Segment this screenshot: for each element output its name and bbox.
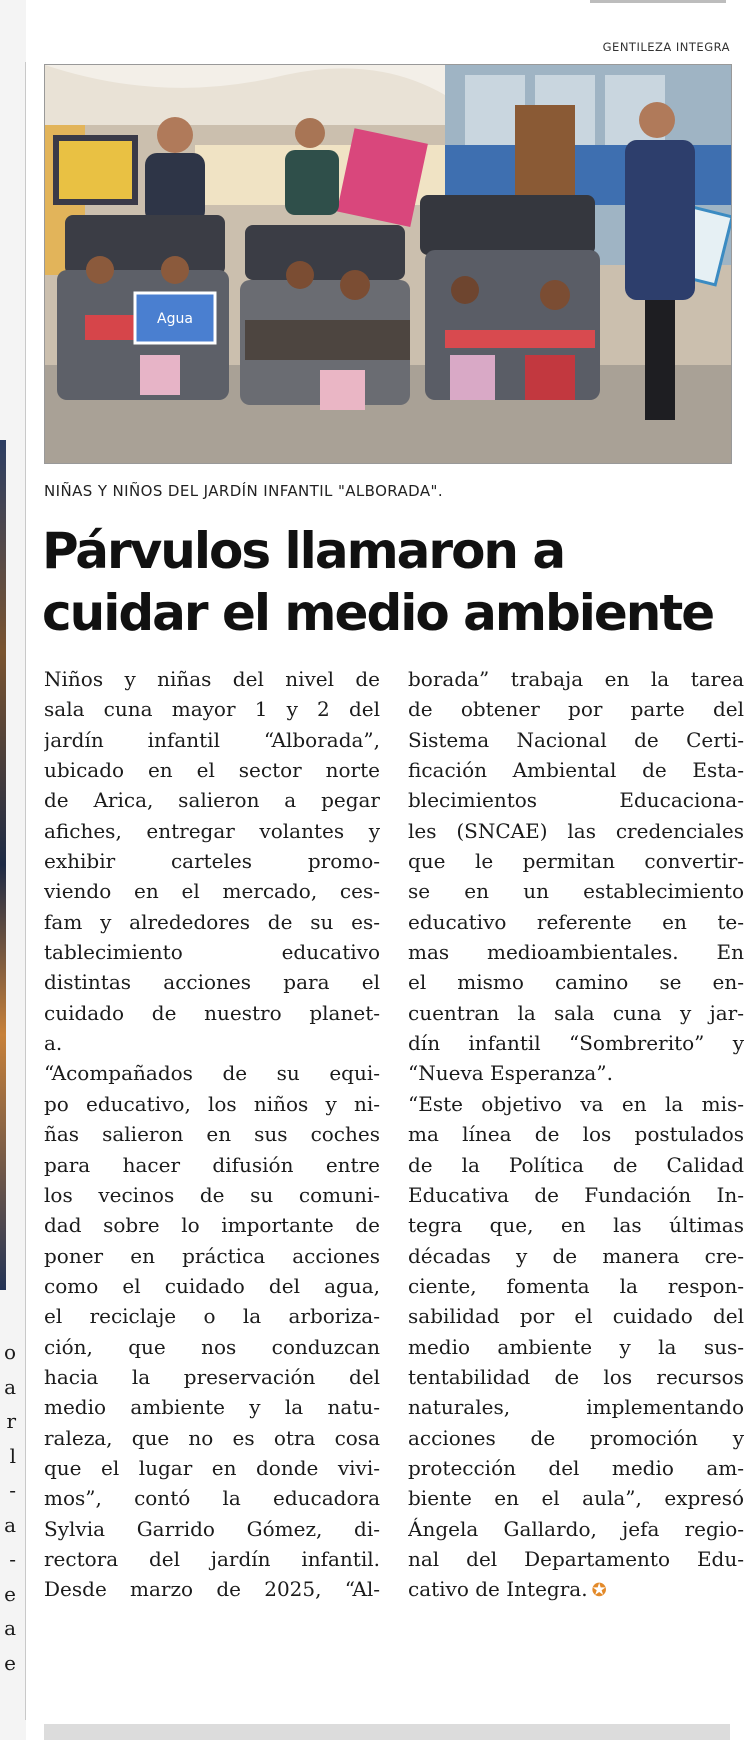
body-text-line: tentabilidad de los recursos bbox=[408, 1364, 744, 1389]
body-column-left bbox=[44, 664, 380, 1605]
body-text-line: ñas salieron en sus coches bbox=[44, 1122, 380, 1147]
body-text-line: décadas y de manera cre- bbox=[408, 1243, 744, 1268]
headline-line: cuidar el medio ambiente bbox=[42, 584, 714, 642]
body-text-line: que el lugar en donde vivi- bbox=[44, 1455, 380, 1480]
body-text-line: les (SNCAE) las credenciales bbox=[408, 818, 744, 843]
body-text-line: “Este objetivo va en la mis- bbox=[408, 1091, 744, 1116]
adjacent-photo-edge bbox=[0, 440, 6, 1290]
body-text-line: el reciclaje o la arboriza- bbox=[44, 1304, 380, 1329]
body-text-line: medio ambiente y la natu- bbox=[44, 1395, 380, 1420]
body-text-line: mos”, contó la educadora bbox=[44, 1486, 380, 1511]
body-text-line: tegra que, en las últimas bbox=[408, 1213, 744, 1238]
body-text-line: mas medioambientales. En bbox=[408, 940, 744, 965]
top-rule bbox=[590, 0, 726, 3]
body-text-line: acciones de promoción y bbox=[408, 1425, 744, 1450]
body-text-line: sala cuna mayor 1 y 2 del bbox=[44, 697, 380, 722]
body-text-line: sabilidad por el cuidado del bbox=[408, 1304, 744, 1329]
body-text-line: dad sobre lo importante de bbox=[44, 1213, 380, 1238]
edge-letter: e bbox=[4, 1650, 16, 1675]
photo-illustration bbox=[45, 65, 731, 463]
body-text-line: fam y alrededores de su es- bbox=[44, 909, 380, 934]
body-text-line: poner en práctica acciones bbox=[44, 1243, 380, 1268]
body-text-line: naturales, implementando bbox=[408, 1395, 744, 1420]
body-text-line: como el cuidado del agua, bbox=[44, 1273, 380, 1298]
body-text-line: “Acompañados de su equi- bbox=[44, 1061, 380, 1086]
body-text-line: “Nueva Esperanza”. bbox=[408, 1061, 613, 1086]
body-text-line: rectora del jardín infantil. bbox=[44, 1546, 380, 1571]
adjacent-text-edge bbox=[0, 1335, 16, 1680]
body-text-line: Desde marzo de 2025, “Al- bbox=[44, 1577, 380, 1602]
body-text-line: hacia la preservación del bbox=[44, 1364, 380, 1389]
body-text-line: Niños y niñas del nivel de bbox=[44, 667, 380, 691]
body-text-line: que le permitan convertir- bbox=[408, 849, 744, 874]
body-text-line: de Arica, salieron a pegar bbox=[44, 788, 380, 813]
body-text-line: el mismo camino se en- bbox=[408, 970, 744, 995]
body-text-line: distintas acciones para el bbox=[44, 970, 380, 995]
headline bbox=[42, 520, 742, 644]
headline-line: Párvulos llamaron a bbox=[42, 522, 565, 580]
body-text-line: biente en el aula”, expresó bbox=[408, 1486, 744, 1511]
photo-credit: GENTILEZA INTEGRA bbox=[602, 40, 730, 54]
body-text-line: los vecinos de su comuni- bbox=[44, 1182, 380, 1207]
body-text-line: ma línea de los postulados bbox=[408, 1122, 744, 1147]
body-text-line: cuidado de nuestro planet- bbox=[44, 1000, 380, 1025]
body-text-line: ción, que nos conduzcan bbox=[44, 1334, 380, 1359]
body-text-line: cuentran la sala cuna y jar- bbox=[408, 1000, 744, 1025]
body-text-line: jardín infantil “Alborada”, bbox=[44, 727, 380, 752]
body-text-line: dín infantil “Sombrerito” y bbox=[408, 1031, 744, 1056]
body-text-line: viendo en el mercado, ces- bbox=[44, 879, 380, 904]
end-mark-icon: ✪ bbox=[591, 1580, 607, 1602]
adjacent-column-fragment bbox=[0, 0, 26, 1740]
body-text-line: tablecimiento educativo bbox=[44, 940, 380, 965]
edge-letter: a bbox=[4, 1374, 16, 1399]
body-text-line: de obtener por parte del bbox=[408, 697, 744, 722]
body-text-line: protección del medio am- bbox=[408, 1455, 744, 1480]
bottom-bar bbox=[44, 1724, 730, 1740]
body-text-line: Sistema Nacional de Certi- bbox=[408, 727, 744, 752]
body-text-line: Educativa de Fundación In- bbox=[408, 1182, 744, 1207]
article-photo bbox=[44, 64, 732, 464]
body-text-line: afiches, entregar volantes y bbox=[44, 818, 380, 843]
edge-letter: - bbox=[9, 1478, 16, 1502]
column-divider bbox=[25, 62, 26, 1720]
body-text-line: exhibir carteles promo- bbox=[44, 849, 380, 874]
body-text-line: ciente, fomenta la respon- bbox=[408, 1273, 744, 1298]
body-text-line: raleza, que no es otra cosa bbox=[44, 1425, 380, 1450]
photo-caption: NIÑAS Y NIÑOS DEL JARDÍN INFANTIL "ALBORADA". bbox=[44, 482, 443, 500]
body-text-line: educativo referente en te- bbox=[408, 909, 744, 934]
body-text-line: se en un establecimiento bbox=[408, 879, 744, 904]
edge-letter: l bbox=[9, 1443, 16, 1468]
body-text-line: ficación Ambiental de Esta- bbox=[408, 758, 744, 783]
body-text-line: borada” trabaja en la tarea bbox=[408, 667, 744, 691]
body-text-line: para hacer difusión entre bbox=[44, 1152, 380, 1177]
edge-letter: r bbox=[6, 1409, 16, 1433]
body-text-line: po educativo, los niños y ni- bbox=[44, 1091, 380, 1116]
body-text-line: a. bbox=[44, 1031, 63, 1056]
edge-letter: o bbox=[3, 1340, 16, 1364]
body-text-line: nal del Departamento Edu- bbox=[408, 1546, 744, 1571]
body-text-line: Ángela Gallardo, jefa regio- bbox=[408, 1516, 744, 1541]
edge-letter: e bbox=[4, 1581, 16, 1606]
body-text-line: de la Política de Calidad bbox=[408, 1152, 744, 1177]
body-column-right bbox=[408, 664, 744, 1607]
poster-sign-text: Agua bbox=[157, 311, 193, 327]
edge-letter: - bbox=[9, 1547, 16, 1571]
edge-letter: a bbox=[4, 1616, 16, 1640]
body-text-line: ubicado en el sector norte bbox=[44, 758, 380, 783]
edge-letter: a bbox=[4, 1512, 16, 1537]
body-text-line: medio ambiente y la sus- bbox=[408, 1334, 744, 1359]
body-text-line: blecimientos Educaciona- bbox=[408, 788, 744, 813]
body-text-line: Sylvia Garrido Gómez, di- bbox=[44, 1516, 380, 1541]
body-text-line: cativo de Integra. ✪ bbox=[408, 1577, 607, 1602]
